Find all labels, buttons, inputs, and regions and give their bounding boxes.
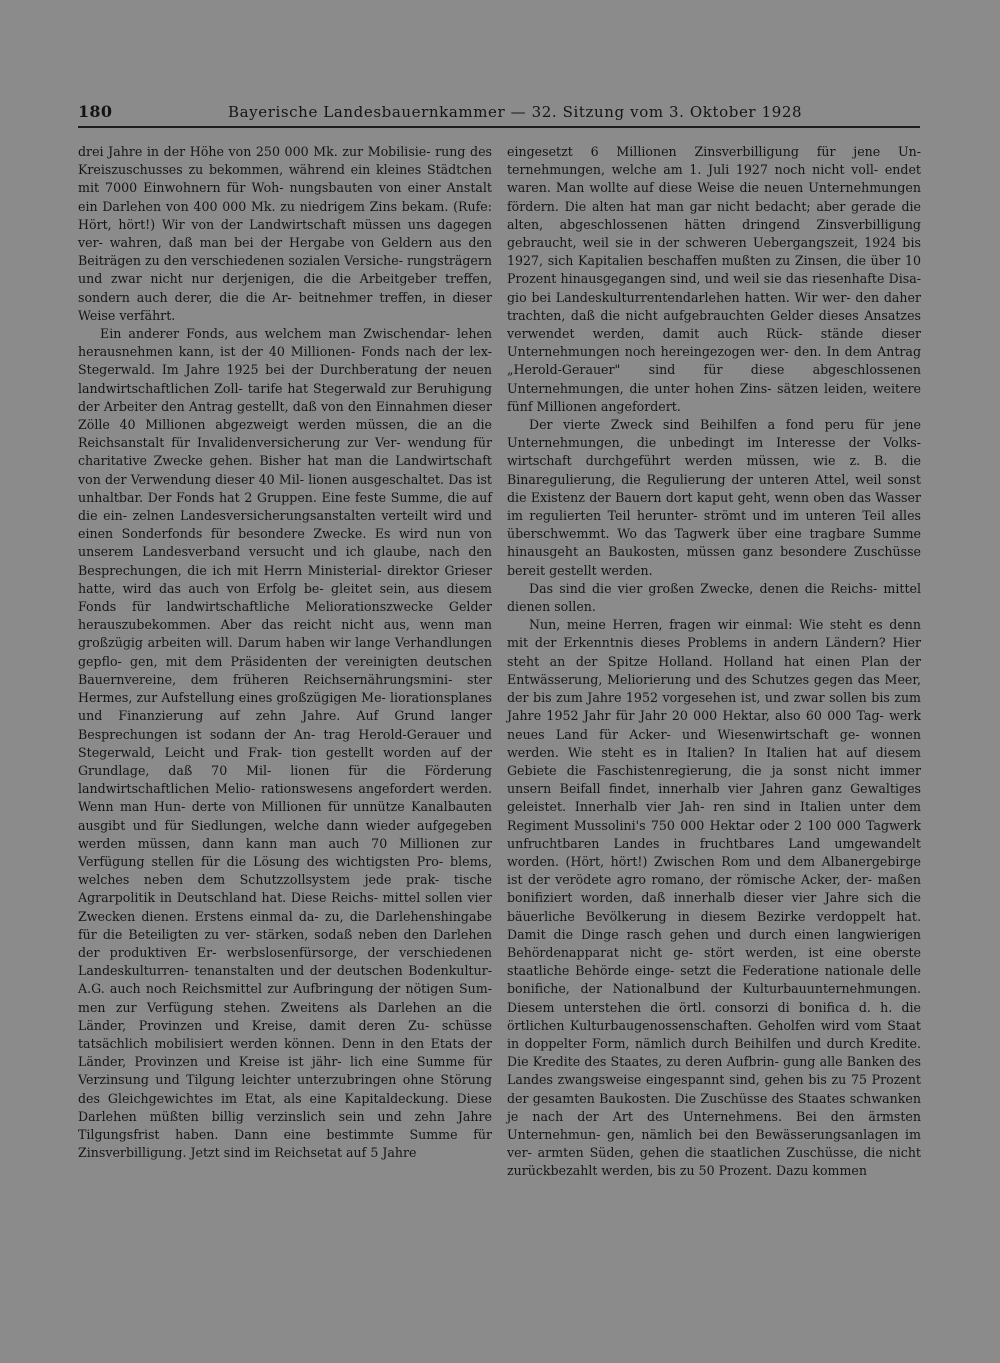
paragraph: Ein anderer Fonds, aus welchem man Zwischendar- lehen herausnehmen kann, ist der 40 Millionen- Fonds nach der lex-Stegerwald. Im Jahre 1925 bei der Durchberatung der neuen landwirtschaftlichen Zoll- tarife hat Stegerwald zur Beruhigung der Arbeiter den Antrag gestellt, daß von den Einnahmen dieser Zölle 40 Millionen abgezweigt werden müssen, die an die Reichsanstalt für Invalidenversicherung zur Ver- wendung für charitative Zwecke gehen. Bisher hat man die Landwirtschaft von der Verwendung dieser 40 Mil- lionen ausgeschaltet. Das ist unhaltbar. Der Fonds hat 2 Gruppen. Eine feste Summe, die auf die ein- zelnen Landesversicherungsanstalten verteilt wird und einen Sonderfonds für besondere Zwecke. Es wird nun von unserem Landesverband versucht und ich glaube, nach den Besprechungen, die ich mit Herrn Ministerial- direktor Grieser hatte, wird das auch von Erfolg be- gleitet sein, aus diesem Fonds für landwirtschaftliche Meliorationszwecke Gelder herauszubekommen. Aber das reicht nicht aus, wenn man großzügig arbeiten will. Darum haben wir lange Verhandlungen gepflo- gen, mit dem Präsidenten der vereinigten deutschen Bauernvereine, dem früheren Reichsernährungsmini- ster Hermes, zur Aufstellung eines großzügigen Me- liorationsplanes und Finanzierung auf zehn Jahre. Auf Grund langer Besprechungen ist sodann der An- trag Herold-Gerauer und Stegerwald, Leicht und Frak- tion gestellt worden auf der Grundlage, daß 70 Mil- lionen für die Förderung landwirtschaftlichen Melio- rationswesens angefordert werden. Wenn man Hun- derte von Millionen für unnütze Kanalbauten ausgibt und für Siedlungen, welche dann wieder aufgegeben werden müssen, dann kann man auch 70 Millionen zur Verfügung stellen für die Lösung des wichtigsten Pro- blems, welches neben dem Schutzzollsystem jede prak- tische Agrarpolitik in Deutschland hat. Diese Reichs- mittel sollen vier Zwecken dienen. Erstens einmal da- zu, die Darlehenshingabe für die Beteiligten zu ver- stärken, sodaß neben den Darlehen der produktiven Er- werbslosenfürsorge, der verschiedenen Landeskulturren- tenanstalten und der deutschen Bodenkultur-A.G. auch noch Reichsmittel zur Aufbringung der nötigen Sum- men zur Verfügung stehen. Zweitens als Darlehen an die Länder, Provinzen und Kreise, damit deren Zu- schüsse tatsächlich mobilisiert werden können. Denn in den Etats der Länder, Provinzen und Kreise ist jähr- lich eine Summe für Verzinsung und Tilgung leichter unterzubringen ohne Störung des Gleichgewichtes im Etat, als eine Kapitaldeckung. Diese Darlehen müßten billig verzinslich sein und zehn Jahre Tilgungsfrist haben. Dann eine bestimmte Summe für Zinsverbilligung. Jetzt sind im Reichsetat auf 5 Jahre [78,326,492,1161]
page-number: 180 [78,102,113,121]
right-text-column [507,143,921,1181]
paragraph: Das sind die vier großen Zwecke, denen die Reichs- mittel dienen sollen. [507,580,921,615]
page-header [78,100,920,128]
paragraph: eingesetzt 6 Millionen Zinsverbilligung für jene Un- ternehmungen, welche am 1. Juli 1927 noch nicht voll- endet waren. Man wollte auf diese Weise die neuen Unternehmungen fördern. Die alten hat man gar nicht bedacht; aber gerade die alten, abgeschlossenen hätten dringend Zinsverbilligung gebraucht, weil sie in der schweren Uebergangszeit, 1924 bis 1927, sich Kapitalien beschaffen mußten zu Zinsen, die über 10 Prozent hinausgegangen sind, und weil sie das riesenhafte Disa- gio bei Landeskulturrentendarlehen hatten. Wir wer- den daher trachten, daß die nicht aufgebrauchten Gelder dieses Ansatzes verwendet werden, damit auch Rück- stände dieser Unternehmungen noch hereingezogen wer- den. In dem Antrag „Herold-Gerauer" sind für diese abgeschlossenen Unternehmungen, die unter hohen Zins- sätzen leiden, weitere fünf Millionen angefordert. [507,144,921,414]
paragraph: drei Jahre in der Höhe von 250 000 Mk. zur Mobilisie- rung des Kreiszuschusses zu bekommen, während ein kleines Städtchen mit 7000 Einwohnern für Woh- nungsbauten von einer Anstalt ein Darlehen von 400 000 Mk. zu niedrigem Zins bekam. (Rufe: Hört, hört!) Wir von der Landwirtschaft müssen uns dagegen ver- wahren, daß man bei der Hergabe von Geldern aus den Beiträgen zu den verschiedenen sozialen Versiche- rungsträgern und zwar nicht nur derjenigen, die die Arbeitgeber treffen, sondern auch derer, die die Ar- beitnehmer treffen, in dieser Weise verfährt. [78,144,492,323]
left-text-column [78,143,492,1162]
paragraph: Der vierte Zweck sind Beihilfen a fond peru für jene Unternehmungen, die unbedingt im Interesse der Volks- wirtschaft durchgeführt werden müssen, wie z. B. die Binaregulierung, die Regulierung der unteren Attel, weil sonst die Existenz der Bauern dort kaput geht, wenn oben das Wasser im regulierten Teil herunter- strömt und im unteren Teil alles überschwemmt. Wo das Tagwerk über eine tragbare Summe hinausgeht an Baukosten, müssen ganz besondere Zuschüsse bereit gestellt werden. [507,417,921,578]
running-title: Bayerische Landesbauernkammer — 32. Sitzung vom 3. Oktober 1928 [228,103,803,121]
paragraph: Nun, meine Herren, fragen wir einmal: Wie steht es denn mit der Erkenntnis dieses Problems in andern Ländern? Hier steht an der Spitze Holland. Holland hat einen Plan der Entwässerung, Meliorierung und des Schutzes gegen das Meer, der bis zum Jahre 1952 vorgesehen ist, und zwar sollen bis zum Jahre 1952 Jahr für Jahr 20 000 Hektar, also 60 000 Tag- werk neues Land für Acker- und Wiesenwirtschaft ge- wonnen werden. Wie steht es in Italien? In Italien hat auf diesem Gebiete die Faschistenregierung, die ja sonst nicht immer unsern Beifall findet, innerhalb vier Jahren ganz Gewaltiges geleistet. Innerhalb vier Jah- ren sind in Italien unter dem Regiment Mussolini's 750 000 Hektar oder 2 100 000 Tagwerk unfruchtbaren Landes in fruchtbares Land umgewandelt worden. (Hört, hört!) Zwischen Rom und dem Albanergebirge ist der verödete agro romano, der römische Acker, der- maßen bonifiziert worden, daß innerhalb dieser vier Jahre sich die bäuerliche Bevölkerung in diesem Bezirke verdoppelt hat. Damit die Dinge rasch gehen und durch einen langwierigen Behördenapparat nicht ge- stört werden, ist eine oberste staatliche Behörde einge- setzt die Federatione nationale delle bonifiche, der Nationalbund der Kulturbauunternehmungen. Diesem unterstehen die örtl. consorzi di bonifica d. h. die örtlichen Kulturbaugenossenschaften. Geholfen wird vom Staat in doppelter Form, nämlich durch Beihilfen und durch Kredite. Die Kredite des Staates, zu deren Aufbrin- gung alle Banken des Landes zwangsweise eingespannt sind, gehen bis zu 75 Prozent der gesamten Baukosten. Die Zuschüsse des Staates schwanken je nach der Art des Unternehmens. Bei den ärmsten Unternehmun- gen, nämlich bei den Bewässerungsanlagen im ver- armten Süden, gehen die staatlichen Zuschüsse, die nicht zurückbezahlt werden, bis zu 50 Prozent. Dazu kommen [507,617,921,1179]
